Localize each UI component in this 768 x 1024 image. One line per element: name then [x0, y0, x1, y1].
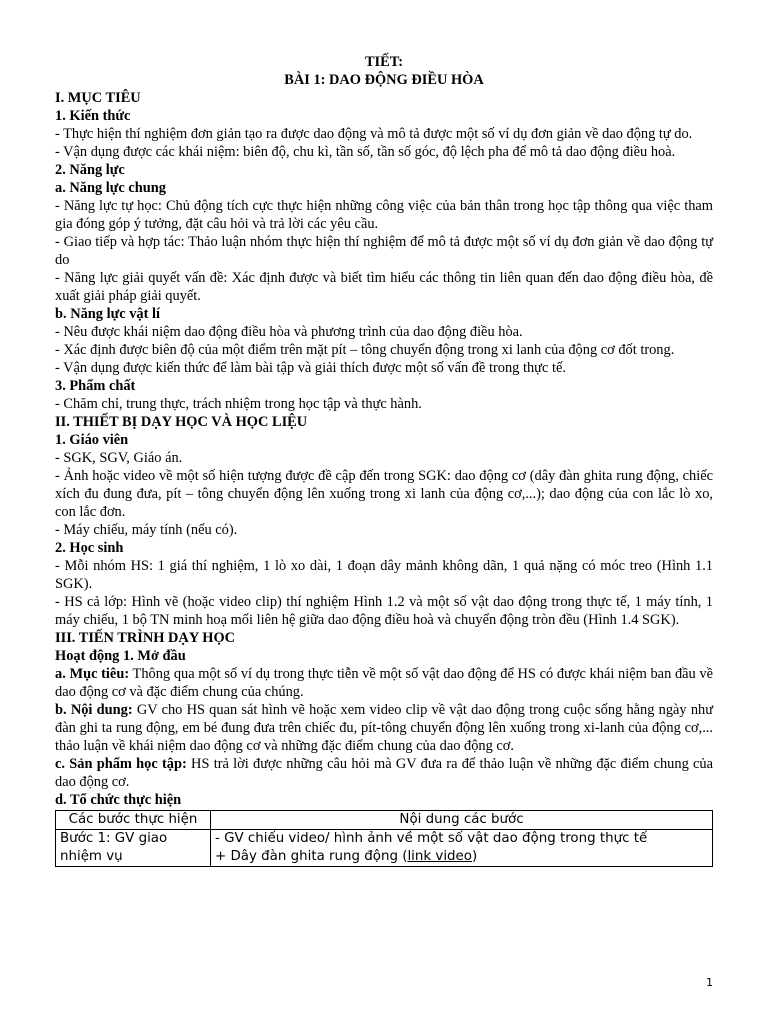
knowledge-item: - Thực hiện thí nghiệm đơn giản tạo ra được dao động và mô tả được một số ví dụ đơn giản về dao động tự do. [55, 126, 693, 142]
general-competence-item: - Giao tiếp và hợp tác: Thảo luận nhóm thực hiện thí nghiệm để mô tả được một số ví dụ đơn giản về dao động tự do [55, 234, 713, 268]
subheading-qualities: 3. Phẩm chất [55, 378, 136, 394]
general-competence-item: - Năng lực giải quyết vấn đề: Xác định được và biết tìm hiểu các thông tin liên quan đến dao động điều hòa, đề xuất giải pháp giải quyết. [55, 270, 713, 304]
lesson-tiet: TIẾT: [364, 54, 404, 70]
table-row [56, 830, 713, 867]
goal-label: a. Mục tiêu: [55, 666, 130, 682]
physics-competence-item: - Nêu được khái niệm dao động điều hòa và phương trình của dao động điều hòa. [55, 324, 523, 340]
step-cell: Bước 1: GV giao nhiệm vụ [56, 830, 211, 867]
general-competence-item: - Năng lực tự học: Chủ động tích cực thực hiện những công việc của bản thân trong học tập thông qua việc tham gia đóng góp ý tưởng, đặt câu hỏi và trả lời các yêu cầu. [55, 198, 713, 232]
teacher-item: - Ảnh hoặc video về một số hiện tượng được đề cập đến trong SGK: dao động cơ (dây đàn ghita rung động, chiếc xích đu đung đưa, pít – tông chuyển động lên xuống trong xi lanh của động cơ,...); dao động của con lắc lò xo, con lắc đơn. [55, 468, 713, 520]
knowledge-item: - Vận dụng được các khái niệm: biên độ, chu kì, tần số, tần số góc, độ lệch pha để mô tả dao động điều hoà. [55, 144, 676, 160]
section-heading-equipment: II. THIẾT BỊ DẠY HỌC VÀ HỌC LIỆU [55, 414, 308, 430]
subheading-competence: 2. Năng lực [55, 162, 125, 178]
subheading-physics-competence: b. Năng lực vật lí [55, 306, 160, 322]
step-line-prefix: + Dây đàn ghita rung động ( [215, 849, 408, 864]
step-content-line [215, 848, 708, 866]
product-text: HS trả lời được những câu hỏi mà GV đưa ra để thảo luận về những đặc điểm chung của dao động cơ. [55, 756, 713, 790]
steps-table [55, 810, 713, 867]
activity-heading: Hoạt động 1. Mở đầu [55, 648, 186, 664]
table-header-cell: Nội dung các bước [211, 811, 713, 830]
subheading-knowledge: 1. Kiến thức [55, 108, 131, 124]
content-text: GV cho HS quan sát hình vẽ hoặc xem video clip về vật dao động trong cuộc sống hằng ngày như đàn ghi ta rung động, em bé đung đưa trên chiếc đu, pít-tông chuyển động lên xuống trong xi-lanh của động cơ,... thảo luận về khái niệm dao động cơ và những đặc điểm chung của dao động cơ. [55, 702, 714, 754]
section-heading-process: III. TIẾN TRÌNH DẠY HỌC [55, 630, 236, 646]
goal-text: Thông qua một số ví dụ trong thực tiễn về một số vật dao động để HS có được khái niệm ban đầu về dao động cơ và đặc điểm chung của chúng. [55, 666, 713, 700]
step-content-cell [211, 830, 713, 867]
students-item: - Mỗi nhóm HS: 1 giá thí nghiệm, 1 lò xo dài, 1 đoạn dây mảnh không dãn, 1 quả nặng có móc treo (Hình 1.1 SGK). [55, 558, 713, 592]
section-heading-objectives: I. MỤC TIÊU [55, 90, 141, 106]
subheading-students: 2. Học sinh [55, 540, 124, 556]
qualities-item: - Chăm chỉ, trung thực, trách nhiệm trong học tập và thực hành. [55, 396, 422, 412]
content-label: b. Nội dung: [55, 702, 133, 718]
organize-heading: d. Tổ chức thực hiện [55, 792, 182, 808]
teacher-item: - SGK, SGV, Giáo án. [55, 450, 183, 466]
step-line-suffix: ) [471, 849, 478, 864]
table-header-row [56, 811, 713, 830]
subheading-teacher: 1. Giáo viên [55, 432, 129, 448]
table-header-cell: Các bước thực hiện [56, 811, 211, 830]
lesson-title: BÀI 1: DAO ĐỘNG ĐIỀU HÒA [284, 72, 484, 88]
step-content-line: - GV chiếu video/ hình ảnh về một số vật dao động trong thực tế [215, 831, 648, 846]
page-number: 1 [706, 976, 713, 989]
activity-product [55, 755, 713, 791]
students-item: - HS cả lớp: Hình vẽ (hoặc video clip) thí nghiệm Hình 1.2 và một số vật dao động trong thực tế, 1 máy tính, 1 máy chiếu, 1 bộ TN minh hoạ mối liên hệ giữa dao động điều hoà và chuyển động tròn đều (Hình 1.4 SGK). [55, 594, 713, 628]
subheading-general-competence: a. Năng lực chung [55, 180, 166, 196]
physics-competence-item: - Xác định được biên độ của một điểm trên mặt pít – tông chuyển động trong xi lanh của động cơ đốt trong. [55, 342, 675, 358]
activity-goal [55, 665, 713, 701]
teacher-item: - Máy chiếu, máy tính (nếu có). [55, 522, 238, 538]
activity-content [55, 701, 713, 755]
physics-competence-item: - Vận dụng được kiến thức để làm bài tập và giải thích được một số vấn đề trong thực tế. [55, 360, 566, 376]
product-label: c. Sản phẩm học tập: [55, 756, 187, 772]
lesson-plan-content [55, 53, 713, 867]
video-link[interactable]: link video [407, 849, 472, 864]
